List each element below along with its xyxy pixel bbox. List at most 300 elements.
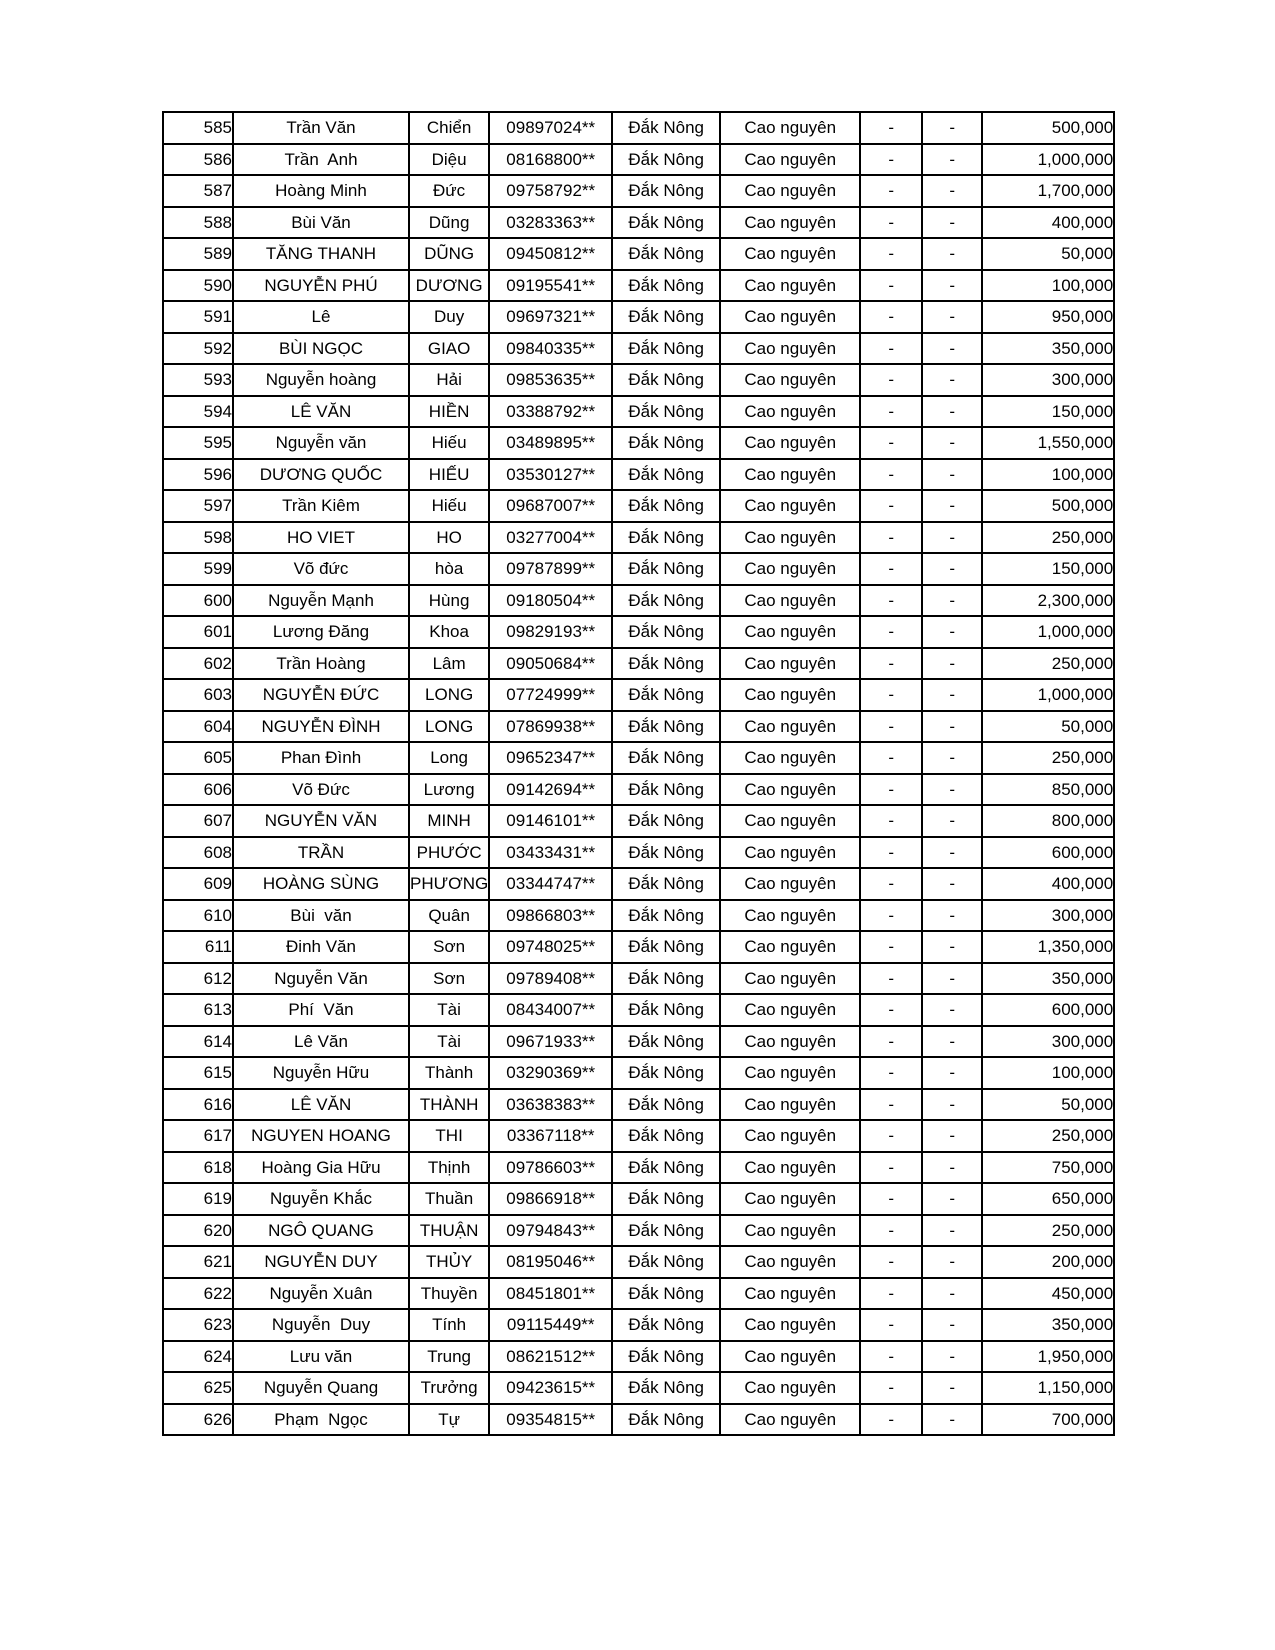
table-row [163,1215,1114,1247]
cell-stt: 599 [163,553,233,585]
cell-dash-2: - [922,490,982,522]
table-row [163,459,1114,491]
cell-amount: 850,000 [982,774,1114,806]
cell-phone: 09687007** [489,490,612,522]
cell-dash-2: - [922,1089,982,1121]
cell-stt: 622 [163,1278,233,1310]
cell-dash-1: - [860,648,922,680]
cell-stt: 619 [163,1183,233,1215]
cell-stt: 614 [163,1026,233,1058]
cell-stt: 590 [163,270,233,302]
cell-region: Cao nguyên [720,679,860,711]
cell-stt: 625 [163,1372,233,1404]
cell-dash-1: - [860,1026,922,1058]
cell-province: Đắk Nông [612,175,720,207]
cell-region: Cao nguyên [720,522,860,554]
cell-region: Cao nguyên [720,837,860,869]
cell-amount: 250,000 [982,648,1114,680]
cell-last-name: HIỀN [409,396,489,428]
cell-dash-2: - [922,648,982,680]
cell-dash-2: - [922,1404,982,1436]
table-row [163,396,1114,428]
cell-phone: 09840335** [489,333,612,365]
cell-last-name: THUẬN [409,1215,489,1247]
donor-table-body [163,112,1114,1435]
cell-phone: 09758792** [489,175,612,207]
cell-dash-1: - [860,1278,922,1310]
table-row [163,427,1114,459]
cell-dash-1: - [860,1120,922,1152]
cell-amount: 600,000 [982,837,1114,869]
cell-province: Đắk Nông [612,364,720,396]
cell-region: Cao nguyên [720,900,860,932]
cell-first-name: Phan Đình [233,742,409,774]
cell-dash-2: - [922,522,982,554]
cell-last-name: hòa [409,553,489,585]
cell-dash-2: - [922,616,982,648]
cell-region: Cao nguyên [720,553,860,585]
cell-last-name: GIAO [409,333,489,365]
cell-region: Cao nguyên [720,1372,860,1404]
cell-amount: 1,700,000 [982,175,1114,207]
cell-stt: 608 [163,837,233,869]
cell-amount: 250,000 [982,1120,1114,1152]
table-row [163,774,1114,806]
cell-last-name: PHƯƠNG [409,868,489,900]
table-row [163,1089,1114,1121]
cell-stt: 609 [163,868,233,900]
cell-last-name: LONG [409,679,489,711]
table-row [163,1278,1114,1310]
cell-amount: 1,150,000 [982,1372,1114,1404]
cell-first-name: LÊ VĂN [233,396,409,428]
cell-dash-2: - [922,711,982,743]
cell-region: Cao nguyên [720,1246,860,1278]
cell-first-name: NGUYỄN ĐÌNH [233,711,409,743]
cell-last-name: PHƯỚC [409,837,489,869]
cell-first-name: Trần Hoàng [233,648,409,680]
cell-dash-1: - [860,207,922,239]
cell-province: Đắk Nông [612,1152,720,1184]
cell-phone: 09829193** [489,616,612,648]
cell-amount: 1,550,000 [982,427,1114,459]
cell-dash-2: - [922,553,982,585]
cell-phone: 09787899** [489,553,612,585]
cell-dash-2: - [922,868,982,900]
cell-province: Đắk Nông [612,868,720,900]
table-row [163,868,1114,900]
cell-last-name: Khoa [409,616,489,648]
cell-dash-1: - [860,112,922,144]
cell-phone: 09180504** [489,585,612,617]
cell-dash-2: - [922,1152,982,1184]
cell-phone: 09786603** [489,1152,612,1184]
cell-region: Cao nguyên [720,1278,860,1310]
cell-last-name: Sơn [409,963,489,995]
table-row [163,364,1114,396]
table-row [163,270,1114,302]
table-row [163,1341,1114,1373]
cell-province: Đắk Nông [612,648,720,680]
cell-amount: 600,000 [982,994,1114,1026]
cell-province: Đắk Nông [612,238,720,270]
cell-region: Cao nguyên [720,1057,860,1089]
cell-province: Đắk Nông [612,1089,720,1121]
cell-stt: 624 [163,1341,233,1373]
cell-amount: 500,000 [982,112,1114,144]
cell-dash-1: - [860,994,922,1026]
cell-dash-1: - [860,805,922,837]
cell-dash-1: - [860,1152,922,1184]
cell-phone: 07869938** [489,711,612,743]
cell-province: Đắk Nông [612,994,720,1026]
cell-stt: 593 [163,364,233,396]
cell-dash-1: - [860,144,922,176]
cell-amount: 250,000 [982,1215,1114,1247]
cell-stt: 592 [163,333,233,365]
cell-region: Cao nguyên [720,648,860,680]
cell-dash-1: - [860,742,922,774]
cell-amount: 50,000 [982,711,1114,743]
cell-phone: 03388792** [489,396,612,428]
cell-stt: 600 [163,585,233,617]
cell-dash-2: - [922,333,982,365]
cell-province: Đắk Nông [612,553,720,585]
cell-dash-1: - [860,931,922,963]
cell-amount: 450,000 [982,1278,1114,1310]
cell-phone: 09789408** [489,963,612,995]
cell-region: Cao nguyên [720,1026,860,1058]
cell-last-name: Lương [409,774,489,806]
cell-first-name: Trần Anh [233,144,409,176]
cell-stt: 585 [163,112,233,144]
cell-last-name: THÀNH [409,1089,489,1121]
cell-stt: 604 [163,711,233,743]
cell-phone: 09354815** [489,1404,612,1436]
cell-amount: 50,000 [982,238,1114,270]
cell-dash-1: - [860,333,922,365]
cell-phone: 03530127** [489,459,612,491]
cell-first-name: Nguyễn Duy [233,1309,409,1341]
cell-province: Đắk Nông [612,333,720,365]
cell-region: Cao nguyên [720,364,860,396]
cell-first-name: NGUYỄN PHÚ [233,270,409,302]
cell-amount: 300,000 [982,1026,1114,1058]
cell-first-name: Hoàng Gia Hữu [233,1152,409,1184]
cell-dash-2: - [922,1215,982,1247]
cell-dash-2: - [922,396,982,428]
cell-first-name: NGÔ QUANG [233,1215,409,1247]
cell-region: Cao nguyên [720,1341,860,1373]
cell-first-name: DƯƠNG QUỐC [233,459,409,491]
cell-phone: 03290369** [489,1057,612,1089]
cell-dash-1: - [860,364,922,396]
cell-last-name: Diệu [409,144,489,176]
cell-stt: 591 [163,301,233,333]
cell-last-name: Thịnh [409,1152,489,1184]
cell-first-name: NGUYỄN DUY [233,1246,409,1278]
cell-province: Đắk Nông [612,1341,720,1373]
cell-dash-1: - [860,1309,922,1341]
cell-last-name: Tính [409,1309,489,1341]
table-row [163,585,1114,617]
cell-dash-2: - [922,207,982,239]
cell-dash-1: - [860,270,922,302]
cell-stt: 586 [163,144,233,176]
cell-region: Cao nguyên [720,333,860,365]
cell-amount: 650,000 [982,1183,1114,1215]
cell-dash-1: - [860,1057,922,1089]
cell-stt: 596 [163,459,233,491]
cell-first-name: Trần Văn [233,112,409,144]
cell-stt: 595 [163,427,233,459]
cell-stt: 620 [163,1215,233,1247]
cell-stt: 610 [163,900,233,932]
cell-phone: 09794843** [489,1215,612,1247]
cell-first-name: Nguyễn Mạnh [233,585,409,617]
cell-first-name: Đinh Văn [233,931,409,963]
cell-phone: 09450812** [489,238,612,270]
cell-region: Cao nguyên [720,805,860,837]
cell-stt: 605 [163,742,233,774]
cell-last-name: Sơn [409,931,489,963]
cell-first-name: Võ đức [233,553,409,585]
cell-amount: 400,000 [982,207,1114,239]
cell-first-name: NGUYEN HOANG [233,1120,409,1152]
cell-first-name: Nguyễn hoàng [233,364,409,396]
cell-stt: 616 [163,1089,233,1121]
cell-amount: 500,000 [982,490,1114,522]
cell-amount: 1,950,000 [982,1341,1114,1373]
cell-dash-2: - [922,585,982,617]
cell-last-name: Chiển [409,112,489,144]
cell-province: Đắk Nông [612,1404,720,1436]
cell-phone: 03283363** [489,207,612,239]
cell-first-name: Nguyễn Văn [233,963,409,995]
cell-dash-1: - [860,553,922,585]
cell-dash-1: - [860,490,922,522]
cell-dash-1: - [860,868,922,900]
cell-dash-2: - [922,805,982,837]
cell-amount: 350,000 [982,963,1114,995]
cell-last-name: Đức [409,175,489,207]
table-row [163,711,1114,743]
cell-dash-2: - [922,1372,982,1404]
cell-dash-2: - [922,837,982,869]
cell-province: Đắk Nông [612,837,720,869]
cell-last-name: Hiếu [409,427,489,459]
cell-amount: 700,000 [982,1404,1114,1436]
cell-phone: 09195541** [489,270,612,302]
cell-dash-1: - [860,963,922,995]
cell-province: Đắk Nông [612,301,720,333]
cell-dash-1: - [860,459,922,491]
cell-phone: 09866918** [489,1183,612,1215]
table-row [163,238,1114,270]
cell-first-name: Lương Đăng [233,616,409,648]
cell-stt: 598 [163,522,233,554]
cell-dash-2: - [922,1026,982,1058]
cell-last-name: Long [409,742,489,774]
cell-dash-2: - [922,774,982,806]
cell-stt: 594 [163,396,233,428]
cell-dash-2: - [922,238,982,270]
cell-first-name: Bùi văn [233,900,409,932]
cell-amount: 2,300,000 [982,585,1114,617]
table-row [163,805,1114,837]
cell-dash-1: - [860,837,922,869]
cell-phone: 09697321** [489,301,612,333]
cell-phone: 09866803** [489,900,612,932]
cell-first-name: Phí Văn [233,994,409,1026]
cell-phone: 09146101** [489,805,612,837]
table-row [163,1404,1114,1436]
table-row [163,207,1114,239]
cell-first-name: TRẦN [233,837,409,869]
cell-phone: 03344747** [489,868,612,900]
cell-first-name: BÙI NGỌC [233,333,409,365]
cell-amount: 1,350,000 [982,931,1114,963]
cell-dash-1: - [860,1089,922,1121]
cell-phone: 08168800** [489,144,612,176]
cell-amount: 150,000 [982,396,1114,428]
cell-dash-1: - [860,427,922,459]
cell-phone: 09748025** [489,931,612,963]
cell-last-name: Hải [409,364,489,396]
cell-last-name: Duy [409,301,489,333]
cell-phone: 09050684** [489,648,612,680]
cell-last-name: Lâm [409,648,489,680]
cell-first-name: HOÀNG SÙNG [233,868,409,900]
cell-last-name: MINH [409,805,489,837]
cell-region: Cao nguyên [720,774,860,806]
cell-dash-1: - [860,1246,922,1278]
cell-province: Đắk Nông [612,1372,720,1404]
cell-dash-1: - [860,900,922,932]
cell-dash-2: - [922,900,982,932]
cell-last-name: Tài [409,1026,489,1058]
table-row [163,490,1114,522]
cell-phone: 09423615** [489,1372,612,1404]
cell-province: Đắk Nông [612,1309,720,1341]
cell-last-name: Thuyền [409,1278,489,1310]
cell-dash-2: - [922,364,982,396]
cell-last-name: Quân [409,900,489,932]
cell-dash-2: - [922,112,982,144]
cell-dash-2: - [922,1278,982,1310]
cell-amount: 300,000 [982,364,1114,396]
cell-last-name: HO [409,522,489,554]
cell-region: Cao nguyên [720,994,860,1026]
cell-phone: 03367118** [489,1120,612,1152]
cell-first-name: TĂNG THANH [233,238,409,270]
table-row [163,144,1114,176]
cell-amount: 250,000 [982,522,1114,554]
cell-last-name: HIẾU [409,459,489,491]
table-row [163,522,1114,554]
table-row [163,1183,1114,1215]
cell-last-name: DŨNG [409,238,489,270]
cell-stt: 613 [163,994,233,1026]
cell-last-name: Thành [409,1057,489,1089]
cell-dash-2: - [922,1120,982,1152]
cell-stt: 588 [163,207,233,239]
cell-first-name: Lê [233,301,409,333]
cell-phone: 08434007** [489,994,612,1026]
cell-province: Đắk Nông [612,396,720,428]
cell-dash-2: - [922,1309,982,1341]
table-row [163,1152,1114,1184]
cell-province: Đắk Nông [612,616,720,648]
cell-last-name: Tài [409,994,489,1026]
table-row [163,837,1114,869]
table-row [163,333,1114,365]
cell-stt: 607 [163,805,233,837]
cell-province: Đắk Nông [612,144,720,176]
table-row [163,1309,1114,1341]
cell-amount: 300,000 [982,900,1114,932]
cell-first-name: Nguyễn Xuân [233,1278,409,1310]
cell-province: Đắk Nông [612,427,720,459]
cell-region: Cao nguyên [720,1183,860,1215]
cell-phone: 09142694** [489,774,612,806]
cell-amount: 1,000,000 [982,616,1114,648]
table-row [163,1246,1114,1278]
cell-dash-1: - [860,679,922,711]
cell-dash-2: - [922,679,982,711]
cell-dash-2: - [922,175,982,207]
cell-dash-1: - [860,1404,922,1436]
cell-province: Đắk Nông [612,459,720,491]
cell-region: Cao nguyên [720,270,860,302]
cell-stt: 618 [163,1152,233,1184]
cell-dash-2: - [922,994,982,1026]
cell-province: Đắk Nông [612,931,720,963]
cell-province: Đắk Nông [612,774,720,806]
cell-phone: 03277004** [489,522,612,554]
cell-first-name: Hoàng Minh [233,175,409,207]
cell-stt: 621 [163,1246,233,1278]
cell-phone: 03489895** [489,427,612,459]
cell-dash-2: - [922,301,982,333]
cell-amount: 50,000 [982,1089,1114,1121]
cell-region: Cao nguyên [720,1309,860,1341]
cell-stt: 597 [163,490,233,522]
cell-stt: 623 [163,1309,233,1341]
cell-dash-1: - [860,1372,922,1404]
table-row [163,679,1114,711]
cell-dash-1: - [860,774,922,806]
cell-dash-1: - [860,1183,922,1215]
cell-province: Đắk Nông [612,963,720,995]
cell-region: Cao nguyên [720,1404,860,1436]
table-row [163,112,1114,144]
cell-stt: 606 [163,774,233,806]
cell-stt: 615 [163,1057,233,1089]
cell-dash-2: - [922,1183,982,1215]
cell-region: Cao nguyên [720,1152,860,1184]
cell-amount: 150,000 [982,553,1114,585]
cell-dash-1: - [860,616,922,648]
cell-amount: 1,000,000 [982,679,1114,711]
cell-amount: 100,000 [982,459,1114,491]
donor-table [162,111,1115,1436]
cell-first-name: Nguyễn Quang [233,1372,409,1404]
table-row [163,553,1114,585]
cell-phone: 07724999** [489,679,612,711]
cell-province: Đắk Nông [612,805,720,837]
cell-province: Đắk Nông [612,270,720,302]
